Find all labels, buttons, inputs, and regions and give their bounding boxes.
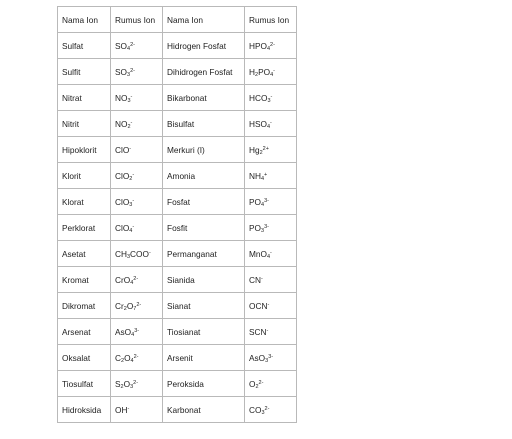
ion-formula <box>111 59 163 85</box>
formula-part: 3- <box>264 197 269 204</box>
ion-formula <box>245 85 297 111</box>
ion-formula <box>245 215 297 241</box>
formula-part: 3 <box>267 97 271 104</box>
ion-formula <box>245 345 297 371</box>
ion-formula <box>245 371 297 397</box>
formula-part: 7 <box>133 305 137 312</box>
formula-part: 2+ <box>262 145 269 152</box>
ion-name: Hipoklorit <box>58 137 111 163</box>
formula-part: 2 <box>129 175 133 182</box>
ion-name: Bikarbonat <box>163 85 245 111</box>
formula-part: 2 <box>259 149 263 156</box>
ion-name: Tiosianat <box>163 319 245 345</box>
formula-part: 4 <box>261 201 265 208</box>
ion-name: Sulfit <box>58 59 111 85</box>
ion-formula <box>111 397 163 423</box>
formula-part: C <box>115 352 121 363</box>
formula-part: O <box>126 300 134 311</box>
formula-part: CO <box>249 404 262 415</box>
formula-part: - <box>132 197 135 204</box>
formula-part: 2- <box>130 67 135 74</box>
table-row <box>58 111 297 137</box>
table-row <box>58 267 297 293</box>
formula-part: 2- <box>270 41 275 48</box>
header-rumus-ion-1: Rumus Ion <box>111 7 163 33</box>
formula-part: ClO <box>115 196 130 207</box>
formula-part: 2 <box>255 71 259 78</box>
ion-name: Bisulfat <box>163 111 245 137</box>
table-row <box>58 319 297 345</box>
table-row <box>58 293 297 319</box>
formula-part: H <box>249 66 255 77</box>
table-header-row <box>58 7 297 33</box>
formula-part: 2- <box>133 353 139 360</box>
formula-part: HSO <box>249 118 267 129</box>
formula-part: 2 <box>127 123 131 130</box>
ion-name: Karbonat <box>163 397 245 423</box>
ion-name: Dihidrogen Fosfat <box>163 59 245 85</box>
formula-part: 2 <box>120 383 124 390</box>
table-row <box>58 33 297 59</box>
ion-formula <box>111 189 163 215</box>
formula-part: AsO <box>115 326 132 337</box>
formula-part: 3 <box>261 409 265 416</box>
formula-part: - <box>130 119 133 126</box>
formula-part: 2- <box>136 301 142 308</box>
ion-formula <box>245 267 297 293</box>
ion-name: Dikromat <box>58 293 111 319</box>
formula-part: PO <box>249 222 261 233</box>
formula-part: 4 <box>129 227 133 234</box>
ion-formula <box>245 59 297 85</box>
table-row <box>58 189 297 215</box>
ion-name: Fosfit <box>163 215 245 241</box>
ion-name: Sianat <box>163 293 245 319</box>
table-row <box>58 215 297 241</box>
formula-part: - <box>132 223 135 230</box>
formula-part: - <box>260 275 263 282</box>
formula-part: NO <box>115 92 128 103</box>
ion-formula <box>111 163 163 189</box>
formula-part: 3 <box>130 383 134 390</box>
formula-part: - <box>267 301 270 308</box>
ion-name: Kromat <box>58 267 111 293</box>
ion-name: Klorit <box>58 163 111 189</box>
formula-part: SCN <box>249 326 267 337</box>
ion-name: Permanganat <box>163 241 245 267</box>
formula-part: 2- <box>133 275 139 282</box>
ion-formula <box>111 319 163 345</box>
formula-part: S <box>115 378 121 389</box>
ion-formula <box>111 111 163 137</box>
formula-part: COO <box>130 248 149 259</box>
formula-part: - <box>273 67 275 74</box>
formula-part: - <box>132 171 135 178</box>
formula-part: 3 <box>127 71 131 78</box>
formula-part: 4 <box>266 123 271 130</box>
ion-formula <box>245 33 297 59</box>
formula-part: 2- <box>264 405 270 412</box>
ion-name: Sulfat <box>58 33 111 59</box>
table-row <box>58 85 297 111</box>
formula-part: 3 <box>261 227 265 234</box>
formula-part: NO <box>115 118 128 129</box>
ion-name: Arsenit <box>163 345 245 371</box>
formula-part: - <box>266 327 269 334</box>
ion-formula <box>245 319 297 345</box>
formula-part: ClO <box>115 144 130 155</box>
formula-part: 3 <box>129 201 133 208</box>
ion-table-body <box>58 33 297 423</box>
formula-part: 4 <box>266 45 271 52</box>
table-row <box>58 397 297 423</box>
table-row <box>58 137 297 163</box>
formula-part: O <box>124 352 131 363</box>
ion-name: Perklorat <box>58 215 111 241</box>
ion-name: Oksalat <box>58 345 111 371</box>
table-row <box>58 345 297 371</box>
ion-name: Fosfat <box>163 189 245 215</box>
formula-part: - <box>270 93 273 100</box>
formula-part: OCN <box>249 300 268 311</box>
formula-part: CN <box>249 274 261 285</box>
ion-formula <box>245 241 297 267</box>
table-row <box>58 163 297 189</box>
formula-part: MnO <box>249 248 267 259</box>
formula-part: 4 <box>270 71 274 78</box>
ion-name: Klorat <box>58 189 111 215</box>
ion-name: Hidrogen Fosfat <box>163 33 245 59</box>
ion-formula <box>111 345 163 371</box>
ion-formula <box>111 137 163 163</box>
ion-name: Merkuri (I) <box>163 137 245 163</box>
formula-part: - <box>148 249 151 256</box>
formula-part: - <box>270 249 272 256</box>
formula-part: 3- <box>268 353 274 360</box>
table-row <box>58 59 297 85</box>
formula-part: O <box>123 378 131 389</box>
ion-name: Arsenat <box>58 319 111 345</box>
formula-part: - <box>127 405 130 412</box>
ion-formula <box>111 215 163 241</box>
formula-part: 2 <box>255 383 259 390</box>
ion-formula <box>111 371 163 397</box>
formula-part: CrO <box>115 274 131 285</box>
formula-part: 2- <box>133 379 139 386</box>
formula-part: PO <box>258 66 271 77</box>
formula-part: 2 <box>123 305 127 312</box>
formula-part: - <box>130 93 133 100</box>
formula-part: 3 <box>127 97 131 104</box>
formula-part: 2- <box>258 379 264 386</box>
table-row <box>58 371 297 397</box>
ion-formula <box>245 163 297 189</box>
formula-part: OH <box>115 404 128 415</box>
formula-part: PO <box>249 196 261 207</box>
ion-formula <box>111 85 163 111</box>
formula-part: HPO <box>249 40 267 51</box>
ion-formula <box>245 189 297 215</box>
ion-formula <box>245 293 297 319</box>
formula-part: 4 <box>266 253 271 260</box>
formula-part: 4 <box>260 175 265 182</box>
ion-name: Nitrat <box>58 85 111 111</box>
ion-name: Hidroksida <box>58 397 111 423</box>
formula-part: 2- <box>130 41 135 48</box>
ion-name: Asetat <box>58 241 111 267</box>
ion-table <box>57 6 297 423</box>
formula-part: 4 <box>127 45 131 52</box>
formula-part: 4 <box>130 357 134 364</box>
formula-part: O <box>249 378 256 389</box>
formula-part: - <box>270 119 272 126</box>
formula-part: 4 <box>130 279 134 286</box>
ion-formula <box>111 33 163 59</box>
formula-part: NH <box>249 170 261 181</box>
formula-part: ClO <box>115 222 130 233</box>
formula-part: - <box>129 145 132 152</box>
ion-formula <box>111 293 163 319</box>
formula-part: HCO <box>249 92 268 103</box>
formula-part: SO <box>115 66 127 77</box>
ion-formula <box>111 241 163 267</box>
header-nama-ion-2: Nama Ion <box>163 7 245 33</box>
ion-name: Amonia <box>163 163 245 189</box>
ion-name: Sianida <box>163 267 245 293</box>
header-nama-ion-1: Nama Ion <box>58 7 111 33</box>
formula-part: 3 <box>265 357 269 364</box>
formula-part: 4 <box>131 331 135 338</box>
ion-name: Nitrit <box>58 111 111 137</box>
formula-part: SO <box>115 40 127 51</box>
formula-part: 3- <box>134 327 140 334</box>
ion-name: Peroksida <box>163 371 245 397</box>
table-row <box>58 241 297 267</box>
formula-part: 2 <box>121 357 125 364</box>
header-rumus-ion-2: Rumus Ion <box>245 7 297 33</box>
formula-part: Hg <box>249 144 260 155</box>
formula-part: CH <box>115 248 127 259</box>
formula-part: 3- <box>264 223 269 230</box>
formula-part: ClO <box>115 170 130 181</box>
ion-formula <box>245 397 297 423</box>
formula-part: + <box>264 171 268 178</box>
ion-name: Tiosulfat <box>58 371 111 397</box>
ion-formula <box>245 111 297 137</box>
formula-part: AsO <box>249 352 266 363</box>
formula-part: Cr <box>115 300 124 311</box>
formula-part: 3 <box>126 253 131 260</box>
ion-formula <box>111 267 163 293</box>
ion-formula <box>245 137 297 163</box>
